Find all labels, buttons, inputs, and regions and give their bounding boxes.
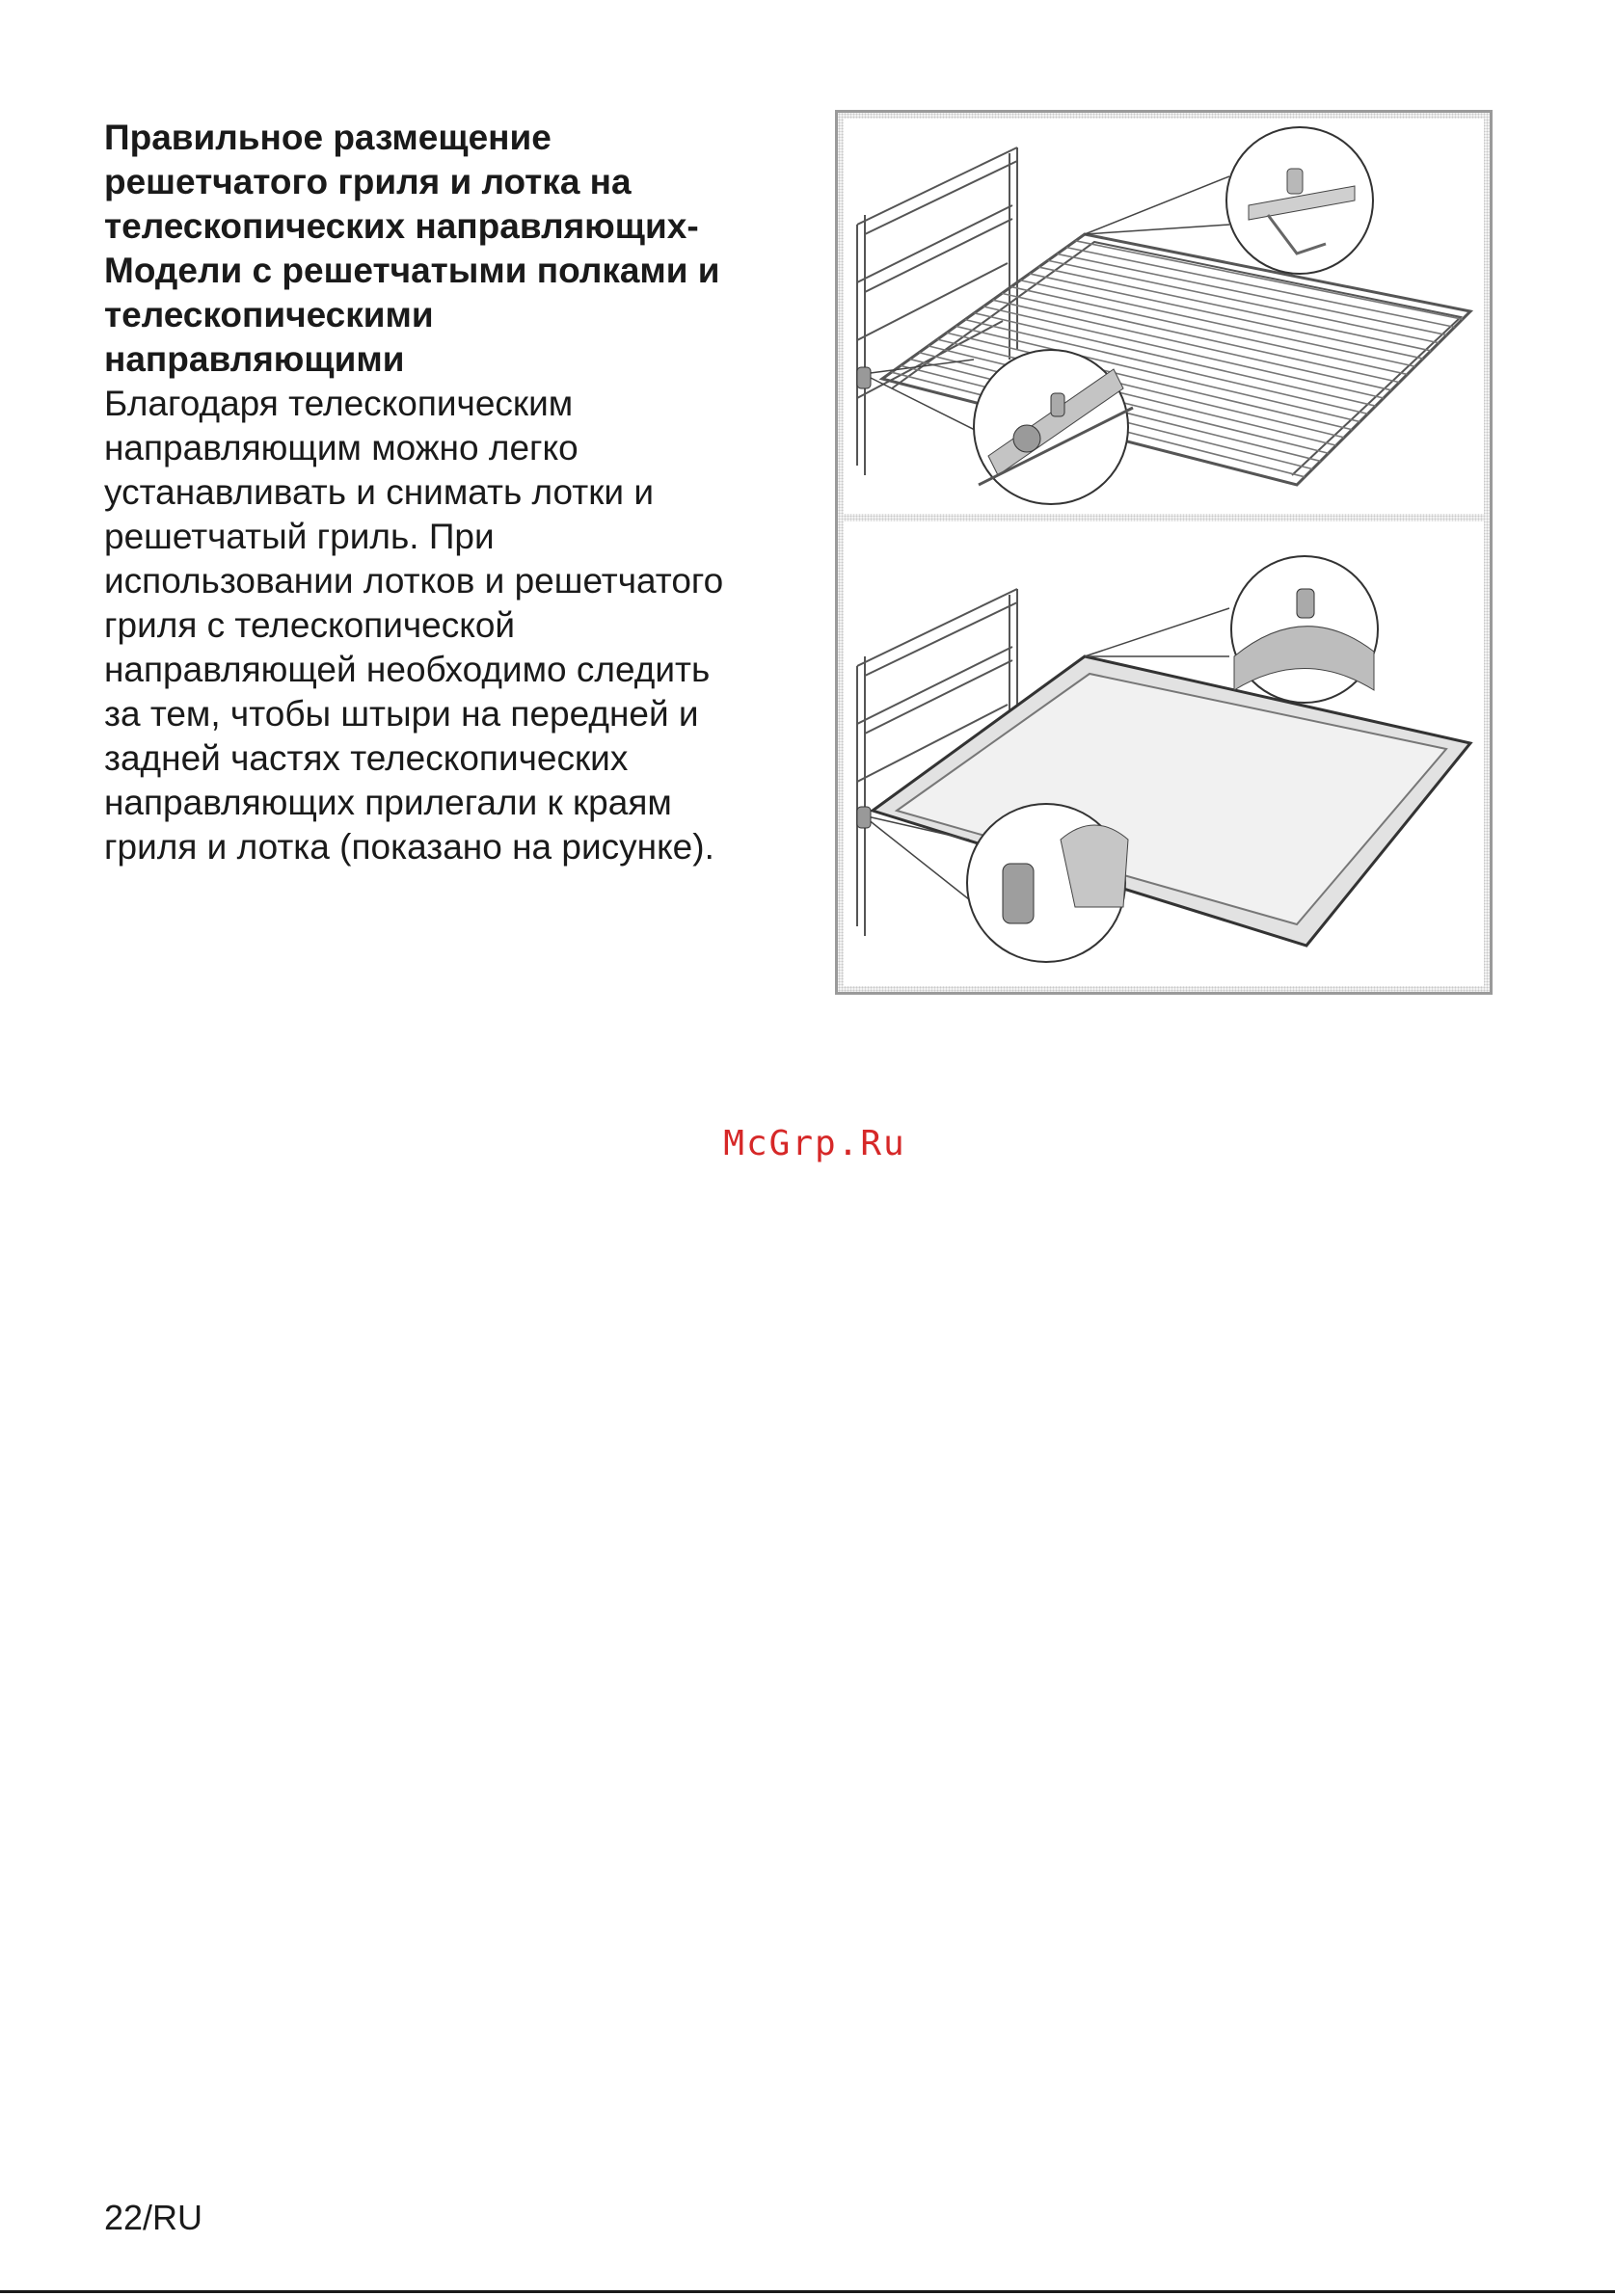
footer-rule (0, 2290, 1615, 2293)
body-line: устанавливать и снимать лотки и (104, 472, 655, 512)
heading-line: телескопических направляющих- (104, 206, 699, 246)
grill-wire (1020, 280, 1415, 367)
section-body (104, 382, 798, 869)
installation-figure (835, 110, 1493, 995)
body-line: Благодаря телескопическим (104, 384, 574, 423)
grill-wire (1038, 267, 1431, 351)
heading-line: Правильное размещение (104, 118, 552, 157)
wire-grill-drawing (844, 119, 1484, 514)
baking-tray-illustration (844, 521, 1484, 986)
wire-grill-illustration (844, 119, 1484, 514)
grill-wire (1030, 274, 1423, 359)
body-line: задней частях телескопических (104, 738, 629, 778)
body-line: направляющей необходимо следить (104, 650, 711, 689)
baking-tray (873, 656, 1470, 946)
baking-tray-drawing (844, 521, 1484, 986)
heading-line: решетчатого гриля и лотка на (104, 162, 632, 201)
zoom-detail-rear (1226, 127, 1373, 274)
heading-line: телескопическими (104, 295, 434, 334)
body-line: направляющим можно легко (104, 428, 579, 467)
body-line: гриля с телескопической (104, 605, 516, 645)
page-number: 22/RU (104, 2198, 203, 2237)
zoom-detail-rear (1231, 556, 1378, 703)
body-line: использовании лотков и решетчатого (104, 561, 724, 601)
body-line: гриля и лотка (показано на рисунке). (104, 827, 714, 867)
heading-line: направляющими (104, 339, 405, 379)
watermark: McGrp.Ru (723, 1124, 906, 1163)
body-line: направляющих прилегали к краям (104, 783, 672, 822)
zoom-detail-front (967, 804, 1128, 962)
heading-line: Модели с решетчатыми полками и (104, 251, 720, 290)
body-line: за тем, чтобы штыри на передней и (104, 694, 699, 734)
zoom-detail-front (974, 350, 1133, 504)
body-line: решетчатый гриль. При (104, 517, 495, 556)
section-heading (104, 116, 798, 382)
